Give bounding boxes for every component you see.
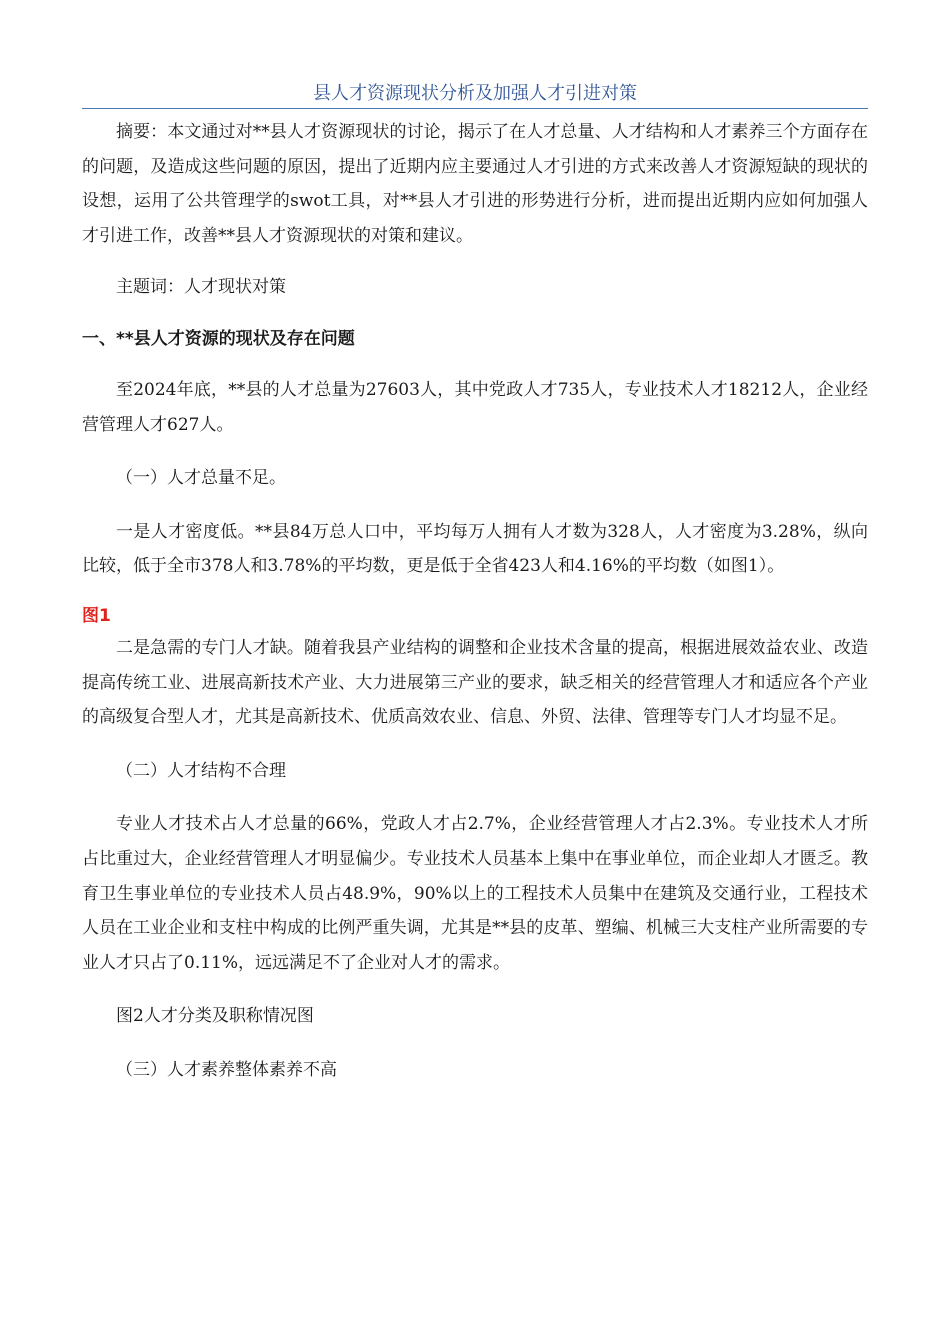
section-heading: 一、**县人才资源的现状及存在问题 [82, 328, 355, 349]
figure-1-label: 图1 [82, 605, 111, 626]
figure-2-caption: 图2人才分类及职称情况图 [116, 1006, 314, 1027]
subsection-heading-1: （一）人才总量不足。 [116, 468, 286, 489]
page-header [82, 80, 868, 109]
structure-paragraph: 专业人才技术占人才总量的66%，党政人才占2.7%，企业经营管理人才占2.3%。专业技术人才所占比重过大，企业经营管理人才明显偏少。专业技术人员基本上集中在事业单位，而企业却人才匮乏。教育卫生事业单位的专业技术人员占48.9%，90%以上的工程技术人员集中在建筑及交通行业，工程技术人员在工业企业和支柱中构成的比例严重失调，尤其是**县的皮革、塑编、机械三大支柱产业所需要的专业人才只占了0.11%，远远满足不了企业对人才的需求。 [82, 814, 868, 973]
keywords-line: 主题词：人才现状对策 [116, 277, 286, 298]
specialist-shortage-paragraph: 二是急需的专门人才缺。随着我县产业结构的调整和企业技术含量的提高，根据进展效益农业、改造提高传统工业、进展高新技术产业、大力进展第三产业的要求，缺乏相关的经营管理人才和适应各个产业的高级复合型人才，尤其是高新技术、优质高效农业、信息、外贸、法律、管理等专门人才均显不足。 [82, 637, 868, 728]
talent-density-paragraph: 一是人才密度低。**县84万总人口中，平均每万人拥有人才数为328人，人才密度为3.28%，纵向比较，低于全市378人和3.78%的平均数，更是低于全省423人和4.16%的平均数（如图1）。 [82, 521, 868, 577]
document-title: 县人才资源现状分析及加强人才引进对策 [313, 83, 637, 104]
abstract-paragraph: 摘要：本文通过对**县人才资源现状的讨论，揭示了在人才总量、人才结构和人才素养三个方面存在的问题，及造成这些问题的原因，提出了近期内应主要通过人才引进的方式来改善人才资源短缺的现状的设想，运用了公共管理学的swot工具，对**县人才引进的形势进行分析，进而提出近期内应如何加强人才引进工作，改善**县人才资源现状的对策和建议。 [82, 122, 868, 246]
intro-paragraph: 至2024年底，**县的人才总量为27603人，其中党政人才735人，专业技术人才18212人，企业经营管理人才627人。 [82, 379, 868, 435]
subsection-heading-2: （二）人才结构不合理 [116, 760, 286, 781]
document-body [82, 115, 868, 1087]
subsection-heading-3: （三）人才素养整体素养不高 [116, 1059, 337, 1080]
